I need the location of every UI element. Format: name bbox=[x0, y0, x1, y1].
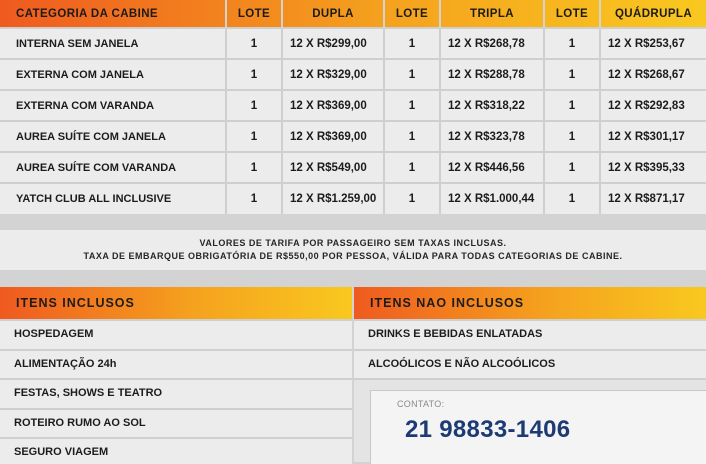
lote-cell: 1 bbox=[384, 28, 440, 59]
list-item: HOSPEDAGEM bbox=[0, 319, 352, 349]
contact-area bbox=[354, 378, 706, 462]
header-category: CATEGORIA DA CABINE bbox=[0, 0, 226, 28]
price-cell: 12 X R$1.000,44 bbox=[440, 183, 544, 214]
contact-phone[interactable]: 21 98833-1406 bbox=[405, 416, 571, 443]
header-dupla: DUPLA bbox=[282, 0, 384, 28]
lote-cell: 1 bbox=[544, 59, 600, 90]
lote-cell: 1 bbox=[226, 121, 282, 152]
list-item: ALIMENTAÇÃO 24h bbox=[0, 349, 352, 379]
lote-cell: 1 bbox=[384, 183, 440, 214]
price-table-header bbox=[0, 0, 706, 28]
price-cell: 12 X R$446,56 bbox=[440, 152, 544, 183]
price-cell: 12 X R$288,78 bbox=[440, 59, 544, 90]
header-lote-dupla: LOTE bbox=[226, 0, 282, 28]
price-cell: 12 X R$395,33 bbox=[600, 152, 706, 183]
lote-cell: 1 bbox=[226, 28, 282, 59]
lote-cell: 1 bbox=[544, 90, 600, 121]
price-cell: 12 X R$369,00 bbox=[282, 90, 384, 121]
price-cell: 12 X R$268,67 bbox=[600, 59, 706, 90]
price-cell: 12 X R$301,17 bbox=[600, 121, 706, 152]
lote-cell: 1 bbox=[544, 28, 600, 59]
cabin-category: YATCH CLUB ALL INCLUSIVE bbox=[0, 183, 226, 214]
lote-cell: 1 bbox=[384, 90, 440, 121]
cabin-category: EXTERNA COM JANELA bbox=[0, 59, 226, 90]
fare-notice-line-2: TAXA DE EMBARQUE OBRIGATÓRIA DE R$550,00 POR PESSOA, VÁLIDA PARA TODAS CATEGORIAS DE CABINE. bbox=[83, 251, 623, 261]
lote-cell: 1 bbox=[226, 90, 282, 121]
table-row bbox=[0, 28, 706, 59]
table-row bbox=[0, 183, 706, 214]
table-row bbox=[0, 152, 706, 183]
price-cell: 12 X R$871,17 bbox=[600, 183, 706, 214]
lote-cell: 1 bbox=[226, 183, 282, 214]
table-row bbox=[0, 90, 706, 121]
list-item: FESTAS, SHOWS E TEATRO bbox=[0, 378, 352, 408]
cabin-category: EXTERNA COM VARANDA bbox=[0, 90, 226, 121]
list-item: DRINKS E BEBIDAS ENLATADAS bbox=[354, 319, 706, 349]
fare-notice bbox=[0, 230, 706, 270]
fare-notice-line-1: VALORES DE TARIFA POR PASSAGEIRO SEM TAXAS INCLUSAS. bbox=[199, 238, 507, 248]
lote-cell: 1 bbox=[544, 121, 600, 152]
not-included-items-title: ITENS NAO INCLUSOS bbox=[354, 287, 706, 319]
price-cell: 12 X R$292,83 bbox=[600, 90, 706, 121]
header-tripla: TRIPLA bbox=[440, 0, 544, 28]
contact-label: CONTATO: bbox=[397, 399, 445, 409]
price-cell: 12 X R$253,67 bbox=[600, 28, 706, 59]
price-cell: 12 X R$323,78 bbox=[440, 121, 544, 152]
price-cell: 12 X R$268,78 bbox=[440, 28, 544, 59]
not-included-items-section bbox=[354, 287, 706, 464]
header-lote-quadrupla: LOTE bbox=[544, 0, 600, 28]
cabin-category: AUREA SUÍTE COM JANELA bbox=[0, 121, 226, 152]
lote-cell: 1 bbox=[384, 59, 440, 90]
price-cell: 12 X R$549,00 bbox=[282, 152, 384, 183]
included-items-title: ITENS INCLUSOS bbox=[0, 287, 352, 319]
price-table bbox=[0, 0, 706, 214]
price-cell: 12 X R$318,22 bbox=[440, 90, 544, 121]
table-row bbox=[0, 59, 706, 90]
included-items-section bbox=[0, 287, 352, 464]
list-item: ROTEIRO RUMO AO SOL bbox=[0, 408, 352, 438]
price-cell: 12 X R$369,00 bbox=[282, 121, 384, 152]
lote-cell: 1 bbox=[544, 183, 600, 214]
cabin-category: AUREA SUÍTE COM VARANDA bbox=[0, 152, 226, 183]
lote-cell: 1 bbox=[226, 152, 282, 183]
cabin-category: INTERNA SEM JANELA bbox=[0, 28, 226, 59]
lote-cell: 1 bbox=[226, 59, 282, 90]
lote-cell: 1 bbox=[544, 152, 600, 183]
header-quadrupla: QUÁDRUPLA bbox=[614, 7, 693, 20]
price-cell: 12 X R$1.259,00 bbox=[282, 183, 384, 214]
table-row bbox=[0, 121, 706, 152]
list-item: SEGURO VIAGEM bbox=[0, 437, 352, 464]
price-cell: 12 X R$329,00 bbox=[282, 59, 384, 90]
contact-box bbox=[370, 390, 706, 464]
list-item: ALCOÓLICOS E NÃO ALCOÓLICOS bbox=[354, 349, 706, 379]
lote-cell: 1 bbox=[384, 121, 440, 152]
lote-cell: 1 bbox=[384, 152, 440, 183]
header-lote-tripla: LOTE bbox=[384, 0, 440, 28]
price-cell: 12 X R$299,00 bbox=[282, 28, 384, 59]
